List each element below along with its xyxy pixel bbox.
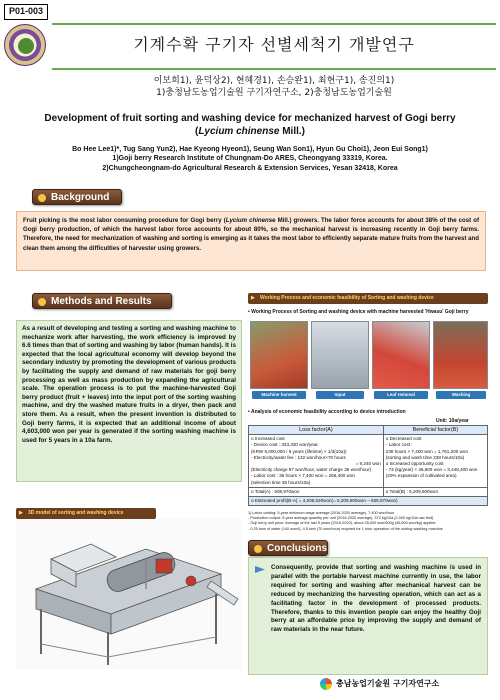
analysis-subheading-text: Analysis of economic feasibility according to device introduction xyxy=(250,409,406,415)
loss-line: (selection time 36 hours/10a) xyxy=(251,479,311,485)
loss-factor-cell xyxy=(249,435,384,488)
analysis-subheading: • Analysis of economic feasibility according to device introduction xyxy=(248,409,406,415)
english-affiliation-1: 1)Goji berry Research Institute of Chungnam-Do ARES, Cheongyang 33319, Korea. xyxy=(112,155,388,162)
english-title-end: Mill.) xyxy=(279,126,306,137)
footer-org: 충남농업기술원 구기자연구소 xyxy=(336,679,440,688)
note-line: - Goji berry unit price: Average of the last 5 years (2016-2020), about 28,000 won/600g (46,600 won/kg) applied xyxy=(248,521,436,526)
background-text-species: Lycium chinense xyxy=(225,217,276,224)
loss-line: - Device cost : 333,330 won/year xyxy=(251,442,318,448)
english-authors: Bo Hee Lee1)*, Tug Sang Yun2), Hae Kyeong Hyeon1), Seung Wan Son1), Hyun Gu Choi1), Jeon Eui Song1) xyxy=(72,146,428,153)
sorting-machine-3d-icon xyxy=(16,519,242,669)
note-line: - 0.25 tons of water (140 won/t), 4.5 kwh (70 won/hour) required for 1 hour operation of the sorting washing machine xyxy=(248,526,443,531)
arrow-bullet-icon xyxy=(255,566,265,573)
conclusions-box xyxy=(248,557,488,675)
model-illustration xyxy=(16,519,242,669)
note-line: 1) Labor costing: 5-year minimum wage average (2016-2020 average), 7,400 won/hour xyxy=(248,511,395,515)
process-heading: ▶ Working Process and economic feasibility of Sorting and washing device xyxy=(248,293,488,304)
benefit-line: (sorting and wash time 238 hours/10a) xyxy=(385,454,465,460)
conclusions-text: Consequently, provide that sorting and washing machine is used in parallel with the portable harvest machine currently in use, the labor required for sorting and washing after mechanical harvest can be reduced by mechanizing the harvesting operation, which can act as a facilitating factor in the development of processed products. Therefore, thanks to this invention people can enjoy the healthy Goji berry at an affordable price by improving the supply and demand of raw materials in the near future. xyxy=(271,564,481,634)
benefit-line: (20% expansion of cultivated area) xyxy=(385,473,457,479)
benefit-line: - 74 (kg/year) × 46,600 won = 3,448,400 won xyxy=(385,467,478,473)
leaf-removal-photo xyxy=(372,321,430,389)
caption-machine-harvest: Machine harvest xyxy=(252,391,306,399)
total-a: o Total(A) : 608,970won xyxy=(249,487,384,496)
loss-line: (KRW 5,000,000 / 5 years (lifetime) × 1/3(10a)) xyxy=(251,448,347,454)
loss-line: (Electricity charge 97 won/hour, water charge 35 won/hour) xyxy=(251,467,372,473)
loss-line: o Increased cost xyxy=(251,436,285,442)
caption-input: Input xyxy=(316,391,364,399)
caption-leaf-removal: Leaf removal xyxy=(374,391,428,399)
process-subheading: • Working Process of Sorting and washing device with machine harvested 'Hwasu' Goji berry xyxy=(248,309,469,315)
conclusions-heading: Conclusions xyxy=(248,540,328,556)
benefit-line: o Decreased cost xyxy=(385,436,422,442)
loss-line: - Electricity/water fee : 132 won/hour×70 hours xyxy=(251,454,346,460)
analysis-notes xyxy=(248,511,488,532)
model-heading: ▶ 3D model of sorting and washing device xyxy=(16,508,156,519)
background-text-b: Mill.) growers. The labor force accounts for about 38% of the cost of Gogi berry production, of which the harvest labor force accounts for about 80%, so the mechanical harvest is increasing recently in Goji berry farms. Therefore, the need for mechanization of washing and sorting is emerging as it takes the most labor to efficiently separate mature fruits from the harvest and clean them among the difficulties of harvester using growers. xyxy=(23,217,480,252)
loss-factor-header: Loss factor(A) xyxy=(249,426,384,435)
caption-washing: Washing xyxy=(436,391,486,399)
institute-seal-icon xyxy=(4,24,46,66)
loss-line: = 9,240 won xyxy=(355,461,381,467)
methods-heading: Methods and Results xyxy=(32,293,172,309)
korean-authors: 이보희1), 윤덕상2), 현혜경1), 손승완1), 최현구1), 송진의1) xyxy=(153,76,395,86)
benefit-factor-header: Beneficial factor(B) xyxy=(383,426,487,435)
benefit-factor-cell xyxy=(383,435,487,488)
background-heading: Background xyxy=(32,189,122,205)
estimated-profit: o Estimated profit(B-A) = 4,608,630won(= 5,209,600won – 608,970won) xyxy=(249,497,488,506)
english-title-species: Lycium chinense xyxy=(198,126,280,137)
methods-text: As a result of developing and testing a sorting and washing machine to mechanize work after harvesting, the work efficiency is improved by 6.6 times than that of sorting and washing by labor (human hands). It is expected that the local agricultural economy will develop beyond the secondary industry by promoting the development of various products by facilitating the supply and demand of raw materials for goji berry processing as well as mass production by expanding the agricultural scale. The operation process is to put the machine-harvested Goji berry product (fruit + leaves) into the input port of the sorting washing machine, and dry the washed mature fruits in a dryer, then pack and store them. As a result, when the present invention is distributed to Goji berry farms, it is expected that an additional income of about 4,603,000 won per year is generated if the sorting washing machine is used for 5 years in a 10a farm. xyxy=(16,320,242,482)
benefit-line: 238 hours × 7,400 won = 1,761,200 won xyxy=(385,448,469,454)
poster-code: P01-003 xyxy=(4,4,48,20)
english-affiliation-2: 2)Chungcheongnam-do Agricultural Research & Extension Services, Yesan 32418, Korea xyxy=(102,165,398,172)
analysis-unit: Unit: 10a/year xyxy=(436,418,469,424)
korean-affiliation: 1)충청남도농업기술원 구기자연구소, 2)충청남도농업기술원 xyxy=(156,88,392,98)
background-text xyxy=(16,211,486,271)
benefit-line: o Increased opportunity cost xyxy=(385,461,444,467)
machine-harvest-photo xyxy=(250,321,308,389)
english-title-main: Development of fruit sorting and washing device for mechanized harvest of Gogi berry ( xyxy=(44,113,456,137)
process-subheading-text: Working Process of Sorting and washing device with machine harvested 'Hwasu' Goji berry xyxy=(251,309,469,315)
institute-logo-icon xyxy=(320,678,332,690)
economic-analysis-table xyxy=(248,425,488,506)
korean-title: 기계수확 구기자 선별세척기 개발연구 xyxy=(133,35,415,54)
english-title xyxy=(30,112,470,138)
total-b: o Total(B) : 5,209,600won xyxy=(383,487,487,496)
washing-photo xyxy=(433,321,488,389)
benefit-line: - Labor cost : xyxy=(385,442,413,448)
loss-line: - Labor cost : 36 hours × 7,400 won = 266,400 won xyxy=(251,473,355,479)
input-photo xyxy=(311,321,369,389)
footer xyxy=(320,676,490,692)
note-line: - Production output: 5-year average quantity per unit (2016-2020 average), 372 kg/10a (2,000 kg/10a raw fruit) xyxy=(248,516,434,521)
background-text-a: Fruit picking is the most labor consuming procedure for Gogi berry ( xyxy=(23,217,226,224)
